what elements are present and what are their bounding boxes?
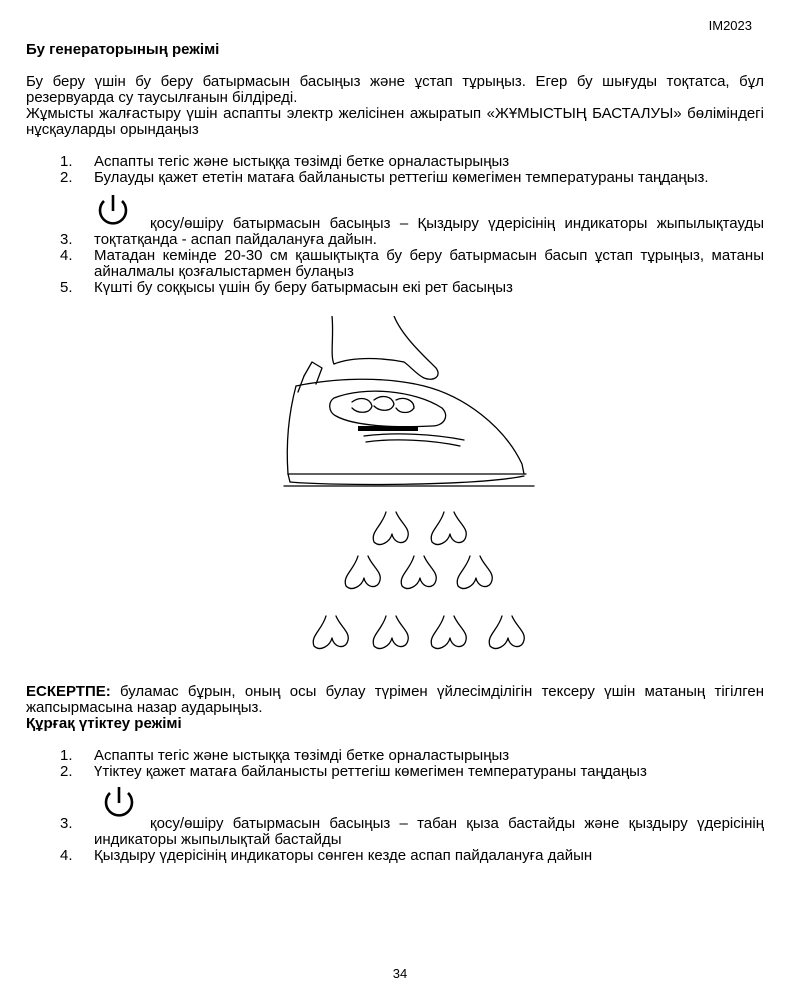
list-item: 3. қосу/өшіру батырмасын басыңыз – Қыздыру үдерісінің индикаторы жыпылықтауды тоқтатқанда - аспап пайдалануға дайын. bbox=[26, 192, 764, 248]
list-item: 4. Қыздыру үдерісінің индикаторы сөнген кезде аспап пайдалануға дайын bbox=[60, 847, 593, 864]
list-item: 3. қосу/өшіру батырмасын басыңыз – табан қыза бастайды және қыздыру үдерісінің индикаторы жыпылықтай бастайды bbox=[26, 784, 764, 848]
page-number: 34 bbox=[392, 966, 408, 981]
steam-paragraph-1: Бу беру үшін бу беру батырмасын басыңыз және ұстап тұрыңыз. Егер бу шығуды тоқтатса, бұл резервуарда су таусылғанын білдіреді. bbox=[26, 73, 764, 106]
list-item: 1. Аспапты тегіс және ыстыққа төзімді бетке орналастырыңыз bbox=[60, 747, 510, 764]
dry-steps-list bbox=[26, 748, 764, 864]
dry-section-title: Құрғақ үтіктеу режімі bbox=[26, 715, 182, 732]
note-text: буламас бұрын, оның осы булау түрімен үйлесімділігін тексеру үшін матаның тігілген жапсырмасына назар аударыңыз. bbox=[26, 683, 764, 716]
power-icon bbox=[94, 192, 132, 230]
model-number: IM2023 bbox=[708, 18, 752, 33]
note-label: ЕСКЕРТПЕ: bbox=[26, 683, 111, 700]
document-body bbox=[26, 42, 764, 864]
power-icon bbox=[100, 784, 138, 822]
steam-section-title: Бу генераторының режімі bbox=[26, 41, 220, 58]
iron-steam-illustration bbox=[274, 316, 564, 676]
list-item: 2. Булауды қажет ететін матаға байланысты реттегіш көмегімен температураны таңдаңыз. bbox=[60, 169, 709, 186]
note-paragraph bbox=[26, 684, 764, 716]
list-item: 2. Үтіктеу қажет матаға байланысты реттегіш көмегімен температураны таңдаңыз bbox=[60, 763, 647, 780]
list-item: 5. Күшті бу соққысы үшін бу беру батырмасын екі рет басыңыз bbox=[60, 279, 513, 296]
list-item: 4. Матадан кемінде 20-30 см қашықтықта бу беру батырмасын басып ұстап тұрыңыз, матаны айналмалы қозғалыстармен булаңыз bbox=[60, 247, 764, 280]
steam-steps-list bbox=[26, 154, 764, 296]
steam-paragraph-2: Жұмысты жалғастыру үшін аспапты электр желісінен ажыратып «ЖҰМЫСТЫҢ БАСТАЛУЫ» бөліміндегі нұсқауларды орындаңыз bbox=[26, 105, 764, 138]
list-item: 1. Аспапты тегіс және ыстыққа төзімді бетке орналастырыңыз bbox=[60, 153, 510, 170]
